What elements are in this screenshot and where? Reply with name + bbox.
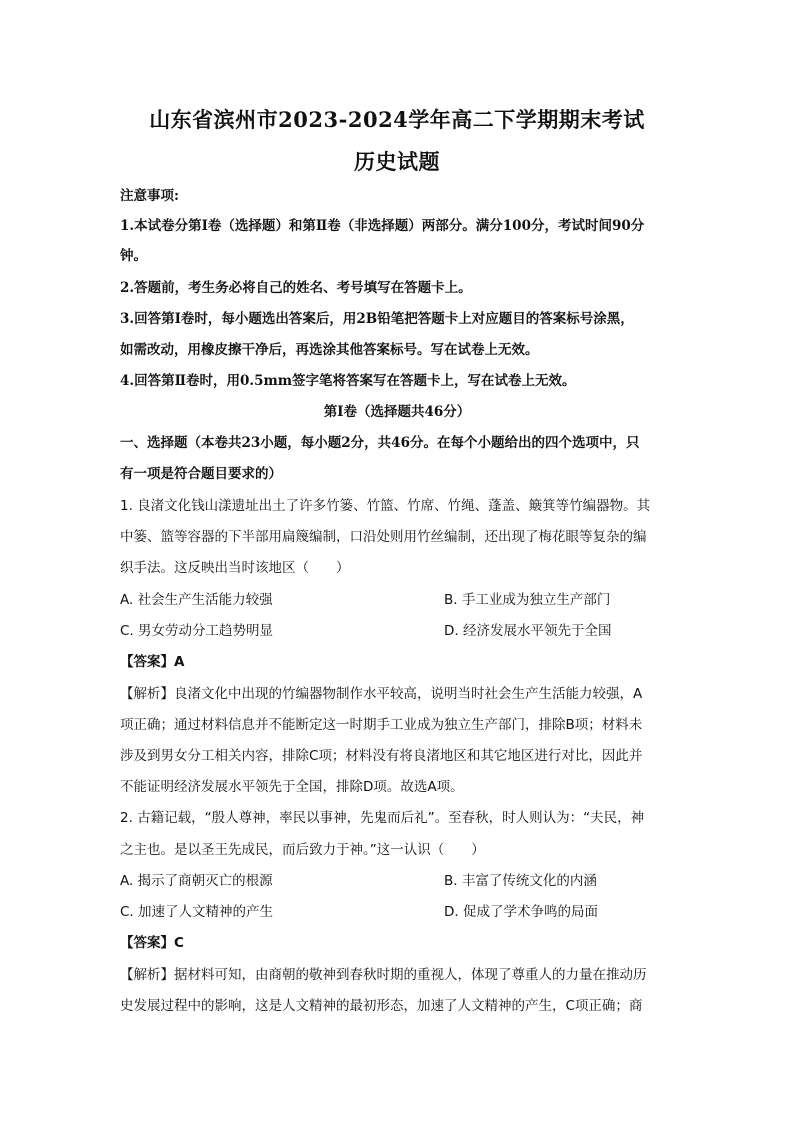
question-1-analysis-line-2: 项正确；通过材料信息并不能断定这一时期手工业成为独立生产部门，排除B项；材料未 <box>120 717 643 733</box>
note-1-line-2: 钟。 <box>120 248 147 264</box>
question-2-option-d: D. 促成了学术争鸣的局面 <box>444 904 598 920</box>
exam-title: 山东省滨州市2023-2024学年高二下学期期末考试 <box>149 107 645 132</box>
part-title: 第Ⅰ卷（选择题共46分） <box>323 404 471 420</box>
question-1-analysis-line-1: 【解析】良渚文化中出现的竹编器物制作水平较高，说明当时社会生产生活能力较强，A <box>120 686 643 702</box>
note-3-line-1: 3.回答第Ⅰ卷时，每小题选出答案后，用2B铅笔把答题卡上对应题目的答案标号涂黑， <box>120 311 634 327</box>
note-2: 2.答题前，考生务必将自己的姓名、考号填写在答题卡上。 <box>120 280 472 296</box>
section-intro-line-2: 有一项是符合题目要求的） <box>120 466 282 482</box>
question-2-analysis-line-1: 【解析】据材料可知，由商朝的敬神到春秋时期的重视人，体现了尊重人的力量在推动历 <box>120 967 647 983</box>
question-2-option-c: C. 加速了人文精神的产生 <box>120 904 274 920</box>
question-2-option-a: A. 揭示了商朝灭亡的根源 <box>120 873 273 889</box>
question-2-answer: 【答案】C <box>120 935 184 951</box>
question-1-stem-line-2: 中篓、篮等容器的下半部用扁篾编制，口沿处则用竹丝编制，还出现了梅花眼等复杂的编 <box>120 529 647 545</box>
question-1-option-c: C. 男女劳动分工趋势明显 <box>120 623 274 639</box>
question-1-option-b: B. 手工业成为独立生产部门 <box>444 592 611 608</box>
note-1-line-1: 1.本试卷分第Ⅰ卷（选择题）和第Ⅱ卷（非选择题）两部分。满分100分，考试时间90分 <box>120 218 645 234</box>
question-2-analysis-line-2: 史发展过程中的影响，这是人文精神的最初形态，加速了人文精神的产生，C项正确；商 <box>120 998 643 1014</box>
question-1-answer: 【答案】A <box>120 654 185 670</box>
question-2-stem-line-1: 2. 古籍记载，“殷人尊神，率民以事神，先鬼而后礼”。至春秋，时人则认为：“夫民，神 <box>120 810 645 826</box>
exam-subject-title: 历史试题 <box>354 149 440 174</box>
question-1-option-a: A. 社会生产生活能力较强 <box>120 592 273 608</box>
section-intro-line-1: 一、选择题（本卷共23小题，每小题2分，共46分。在每个小题给出的四个选项中，只 <box>120 435 640 451</box>
question-1-stem-line-1: 1. 良渚文化钱山漾遗址出土了许多竹篓、竹篮、竹席、竹绳、蓬盖、簸箕等竹编器物。其 <box>120 498 651 514</box>
question-2-option-b: B. 丰富了传统文化的内涵 <box>444 873 597 889</box>
question-1-stem-line-3: 织手法。这反映出当时该地区（ ） <box>120 560 350 576</box>
question-1-option-d: D. 经济发展水平领先于全国 <box>444 623 612 639</box>
question-2-stem-line-2: 之主也。是以圣王先成民，而后致力于神。”这一认识（ ） <box>120 842 485 858</box>
note-4: 4.回答第Ⅱ卷时，用0.5mm签字笔将答案写在答题卡上，写在试卷上无效。 <box>120 373 576 389</box>
notes-heading: 注意事项: <box>120 188 179 204</box>
note-3-line-2: 如需改动，用橡皮擦干净后，再选涂其他答案标号。写在试卷上无效。 <box>120 342 539 358</box>
question-1-analysis-line-3: 涉及到男女分工相关内容，排除C项；材料没有将良渚地区和其它地区进行对比，因此并 <box>120 748 643 764</box>
question-1-analysis-line-4: 不能证明经济发展水平领先于全国，排除D项。故选A项。 <box>120 779 464 795</box>
